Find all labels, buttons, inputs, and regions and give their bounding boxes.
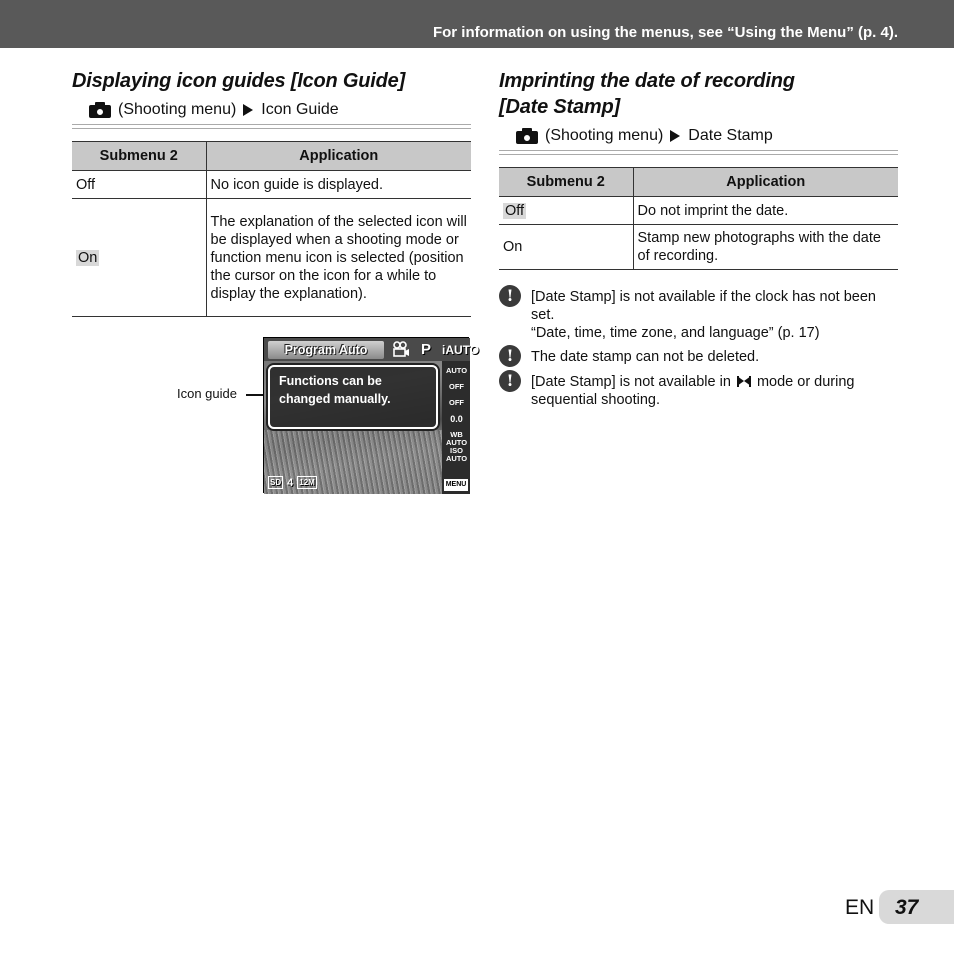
caution-note xyxy=(499,373,898,409)
sequential-bowtie-icon xyxy=(737,376,751,387)
macro-off-icon: OFF xyxy=(449,382,464,391)
cell-application: No icon guide is displayed. xyxy=(206,171,471,199)
callout-icon-guide: Icon guide xyxy=(177,386,237,401)
cell-submenu xyxy=(72,199,206,317)
menu-button-icon: MENU xyxy=(444,479,468,491)
camera-screen-figure xyxy=(263,337,480,493)
table-header-row xyxy=(499,168,898,197)
language-label: EN xyxy=(845,896,875,919)
col-header-submenu: Submenu 2 xyxy=(499,168,633,197)
note-text-pre: [Date Stamp] is not available in xyxy=(531,374,731,390)
date-stamp-table xyxy=(499,167,898,270)
arrow-right-icon xyxy=(243,104,253,116)
col-header-submenu: Submenu 2 xyxy=(72,142,206,171)
cell-submenu xyxy=(499,225,633,270)
exposure-comp-icon: 0.0 xyxy=(450,414,463,424)
status-bar xyxy=(268,476,317,489)
menu-path-menu: (Shooting menu) xyxy=(545,127,664,144)
shots-remaining: 4 xyxy=(287,476,294,489)
icon-guide-section xyxy=(72,68,471,317)
iauto-mode-icon: iAUTO xyxy=(442,343,480,357)
arrow-right-icon xyxy=(670,130,680,142)
divider xyxy=(499,150,898,155)
icon-guide-table xyxy=(72,141,471,317)
submenu-on-highlighted: On xyxy=(78,249,98,266)
section-title-date-stamp: Imprinting the date of recording [Date Stamp] xyxy=(499,70,795,118)
program-auto-tab: Program Auto xyxy=(268,341,384,359)
icon-guide-text: Functions can be changed manually. xyxy=(279,374,391,406)
menu-path-item: Icon Guide xyxy=(261,101,339,118)
camera-icon xyxy=(516,128,538,144)
image-size: 12M xyxy=(299,478,315,487)
caution-note xyxy=(499,348,898,367)
submenu-off: Off xyxy=(76,176,96,193)
cell-submenu xyxy=(72,171,206,199)
mode-bar xyxy=(264,338,480,361)
menu-path-item: Date Stamp xyxy=(688,127,773,144)
cell-submenu xyxy=(499,197,633,225)
menu-path-icon-guide xyxy=(72,101,471,119)
movie-camera-icon xyxy=(392,341,410,362)
caution-note xyxy=(499,288,898,342)
date-stamp-section xyxy=(499,68,898,415)
note-text: [Date Stamp] is not available if the clock has not been set. xyxy=(531,289,876,323)
iso-auto-icon: ISO AUTO xyxy=(445,446,468,463)
note-text: The date stamp can not be deleted. xyxy=(531,349,760,365)
section-title-icon-guide: Displaying icon guides [Icon Guide] xyxy=(72,70,406,92)
col-header-application: Application xyxy=(633,168,898,197)
caution-icon: ! xyxy=(499,285,521,307)
table-row xyxy=(499,225,898,270)
table-header-row xyxy=(72,142,471,171)
col-header-application: Application xyxy=(206,142,471,171)
menu-path-menu: (Shooting menu) xyxy=(118,101,237,118)
note-text-post: mode or during sequential shooting. xyxy=(531,374,855,408)
flash-auto-icon: AUTO xyxy=(445,366,468,375)
program-mode-icon: P xyxy=(421,341,432,358)
function-menu-panel xyxy=(442,361,470,494)
submenu-on: On xyxy=(503,239,523,255)
divider xyxy=(72,124,471,129)
icon-guide-tooltip xyxy=(268,365,438,429)
sd-card-icon: SD xyxy=(270,478,282,487)
header-bar xyxy=(0,0,954,48)
table-row xyxy=(72,199,471,317)
table-row xyxy=(72,171,471,199)
wb-auto-icon: WB AUTO xyxy=(445,430,468,447)
caution-icon: ! xyxy=(499,370,521,392)
camera-icon xyxy=(89,102,111,118)
menu-path-date-stamp xyxy=(499,127,898,145)
cell-application: Do not imprint the date. xyxy=(633,197,898,225)
header-note: For information on using the menus, see “Using the Menu” (p. 4). xyxy=(432,24,898,41)
caution-notes xyxy=(499,288,898,409)
caution-icon: ! xyxy=(499,345,521,367)
table-row xyxy=(499,197,898,225)
self-timer-off-icon: OFF xyxy=(449,398,464,407)
page-number: 37 xyxy=(895,896,919,919)
submenu-off-highlighted: Off xyxy=(505,202,525,219)
cell-application: The explanation of the selected icon will be displayed when a shooting mode or function menu icon is selected (position the cursor on the icon for a while to display the explanation). xyxy=(206,199,471,317)
cell-application: Stamp new photographs with the date of recording. xyxy=(633,225,898,270)
note-reference: “Date, time, time zone, and language” (p. 17) xyxy=(531,325,820,341)
